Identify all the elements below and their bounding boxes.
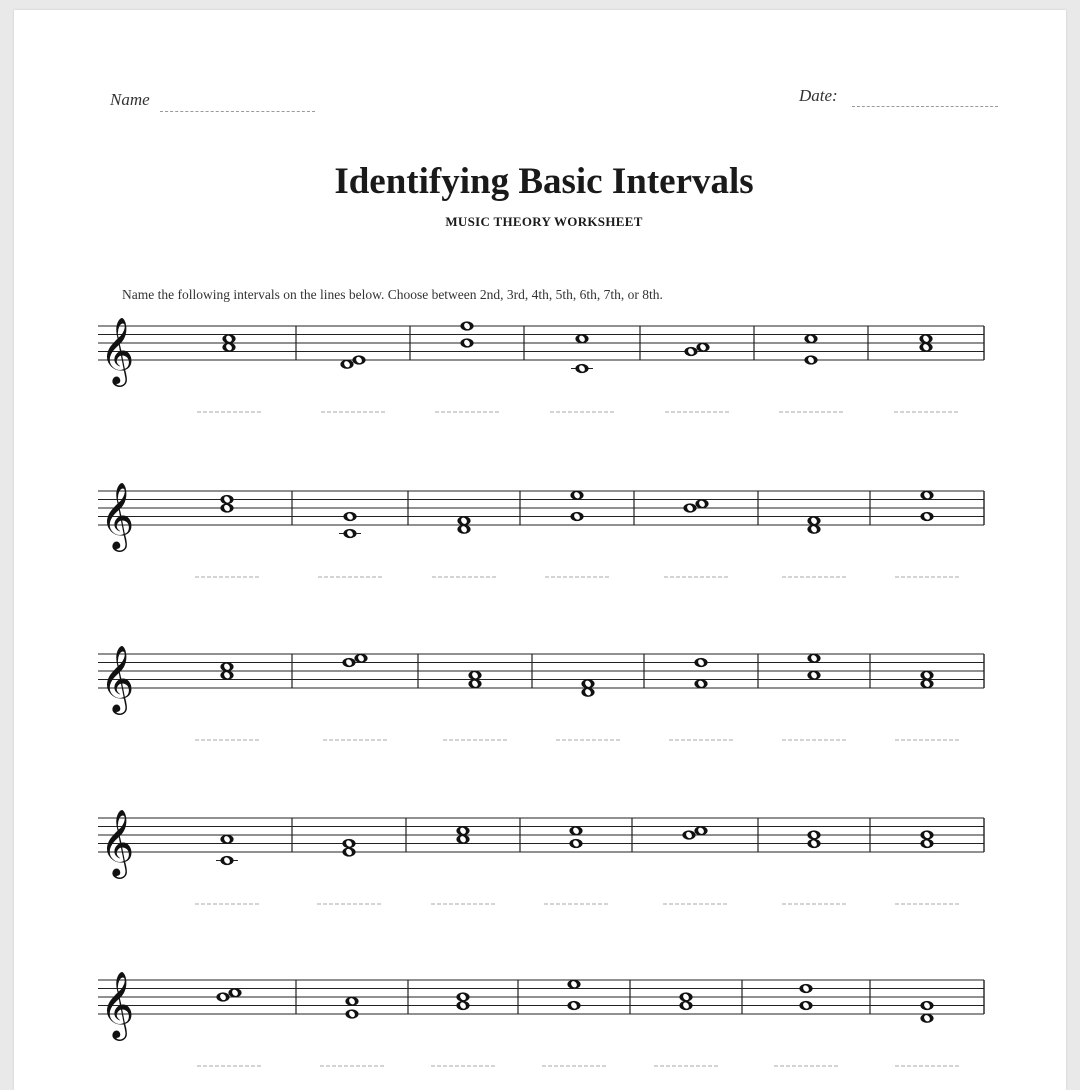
treble-clef-icon: 𝄞 — [100, 808, 135, 876]
treble-clef-icon: 𝄞 — [100, 970, 135, 1038]
page-title: Identifying Basic Intervals — [334, 161, 754, 202]
treble-clef-icon: 𝄞 — [100, 481, 135, 549]
date-label: Date: — [799, 86, 838, 105]
name-label: Name — [110, 90, 150, 109]
treble-clef-icon: 𝄞 — [100, 644, 135, 712]
page-subtitle: MUSIC THEORY WORKSHEET — [445, 214, 643, 229]
treble-clef-icon: 𝄞 — [100, 316, 135, 384]
instructions-text: Name the following intervals on the lines below. Choose between 2nd, 3rd, 4th, 5th, 6th, 7th, or 8th. — [122, 287, 663, 302]
